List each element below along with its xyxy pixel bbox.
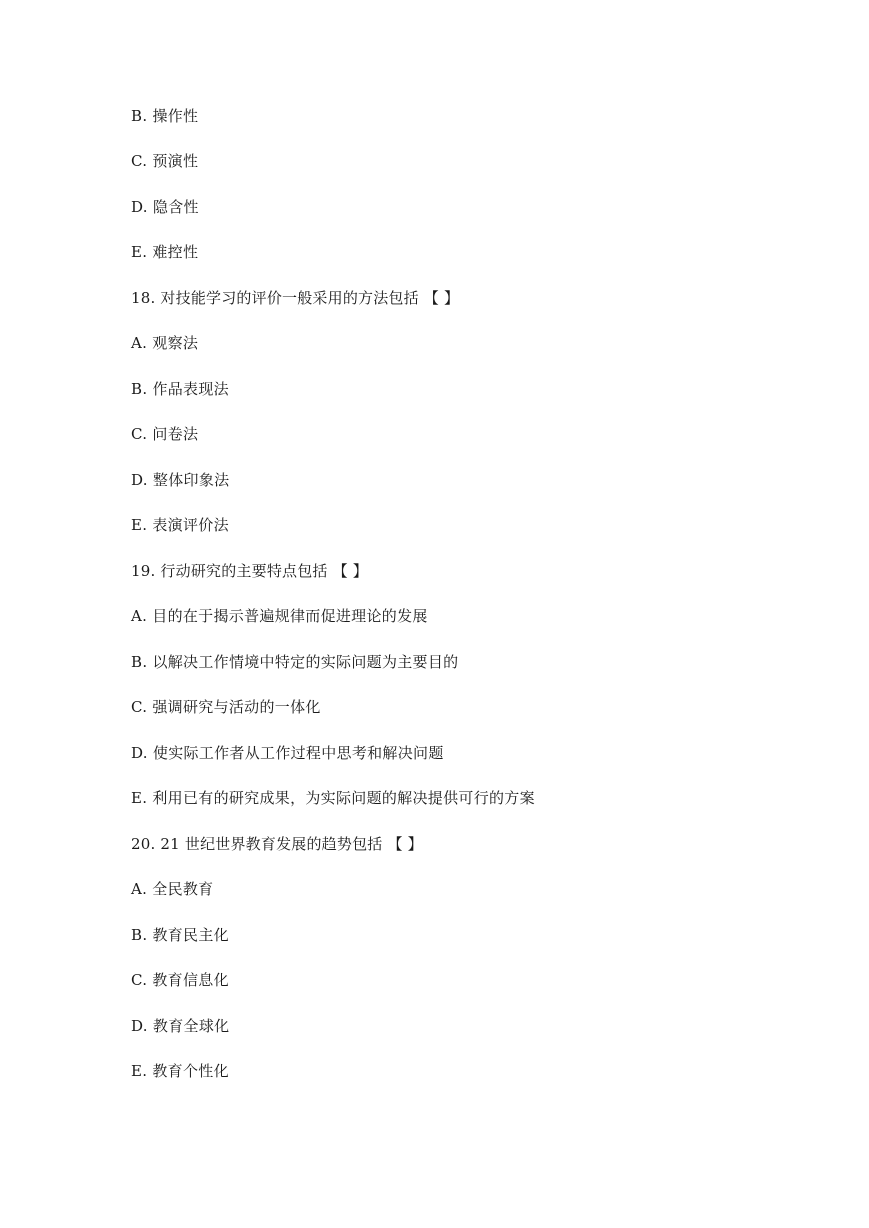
question-20: 20. 21 世纪世界教育发展的趋势包括 【 】 — [131, 835, 423, 853]
option-20-e: E. 教育个性化 — [131, 1062, 229, 1080]
option-19-c: C. 强调研究与活动的一体化 — [131, 698, 321, 716]
question-19: 19. 行动研究的主要特点包括 【 】 — [131, 562, 368, 580]
option-19-b: B. 以解决工作情境中特定的实际问题为主要目的 — [131, 653, 459, 671]
option-20-d: D. 教育全球化 — [131, 1017, 230, 1035]
option-18-a: A. 观察法 — [131, 334, 199, 352]
option-17-b: B. 操作性 — [131, 107, 199, 125]
option-18-d: D. 整体印象法 — [131, 471, 230, 489]
option-20-b: B. 教育民主化 — [131, 926, 229, 944]
option-19-a: A. 目的在于揭示普遍规律而促进理论的发展 — [131, 607, 428, 625]
option-17-c: C. 预演性 — [131, 152, 199, 170]
question-18: 18. 对技能学习的评价一般采用的方法包括 【 】 — [131, 289, 460, 307]
option-17-d: D. 隐含性 — [131, 198, 199, 216]
option-18-e: E. 表演评价法 — [131, 516, 229, 534]
option-20-a: A. 全民教育 — [131, 880, 214, 898]
option-20-c: C. 教育信息化 — [131, 971, 229, 989]
option-19-d: D. 使实际工作者从工作过程中思考和解决问题 — [131, 744, 444, 762]
option-18-b: B. 作品表现法 — [131, 380, 229, 398]
option-18-c: C. 问卷法 — [131, 425, 199, 443]
option-19-e: E. 利用已有的研究成果，为实际问题的解决提供可行的方案 — [131, 789, 535, 807]
option-17-e: E. 难控性 — [131, 243, 199, 261]
